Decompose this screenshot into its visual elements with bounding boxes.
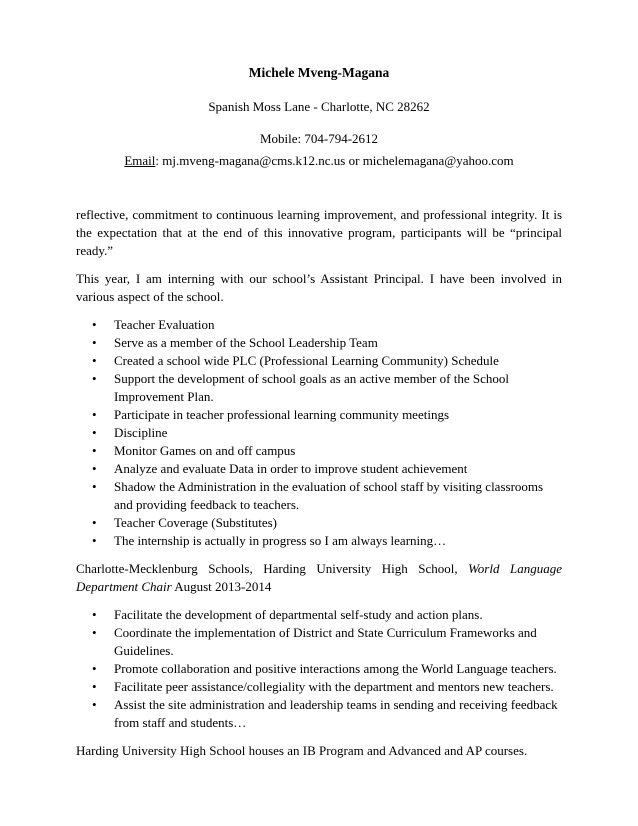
list-item: • Promote collaboration and positive interactions among the World Language teachers.	[114, 660, 562, 678]
list-item: • Teacher Coverage (Substitutes)	[114, 514, 562, 532]
list-item: • Coordinate the implementation of District and State Curriculum Frameworks and Guidelines.	[114, 624, 562, 660]
list-item: • Created a school wide PLC (Professional Learning Community) Schedule	[114, 352, 562, 370]
paragraph-internship: This year, I am interning with our school’s Assistant Principal. I have been involved in various aspect of the school.	[76, 271, 562, 304]
job-title: World Language Department Chair	[76, 561, 562, 594]
candidate-name: Michele Mveng-Magana	[248, 65, 390, 80]
list-item: • Monitor Games on and off campus	[114, 442, 562, 460]
paragraph-harding: Harding University High School houses an IB Program and Advanced and AP courses.	[76, 743, 528, 758]
list-item: • Facilitate peer assistance/collegiality with the department and mentors new teachers.	[114, 678, 562, 696]
list-item: • Analyze and evaluate Data in order to improve student achievement	[114, 460, 562, 478]
list-item: • Teacher Evaluation	[114, 316, 562, 334]
list-item: • Shadow the Administration in the evaluation of school staff by visiting classrooms and providing feedback to teachers.	[114, 478, 562, 514]
list-item: • Participate in teacher professional learning community meetings	[114, 406, 562, 424]
list-item: • Facilitate the development of departmental self-study and action plans.	[114, 606, 562, 624]
job-dates: August 2013-2014	[171, 579, 272, 594]
resume-body	[76, 206, 562, 770]
list-item: • Discipline	[114, 424, 562, 442]
list-item: • Serve as a member of the School Leadership Team	[114, 334, 562, 352]
list-item: • Support the development of school goals as an active member of the School Improvement Plan.	[114, 370, 562, 406]
list-item: • Assist the site administration and leadership teams in sending and receiving feedback from staff and students…	[114, 696, 562, 732]
email-label: Email	[124, 153, 156, 168]
email-line	[76, 153, 562, 169]
job-heading	[76, 560, 562, 596]
mobile-number: Mobile: 704-794-2612	[259, 131, 379, 146]
job-org: Charlotte-Mecklenburg Schools, Harding University High School,	[76, 561, 469, 576]
department-chair-duties-list	[76, 606, 562, 732]
email-addresses: : mj.mveng-magana@cms.k12.nc.us or michelemagana@yahoo.com	[155, 153, 514, 168]
address: Spanish Moss Lane - Charlotte, NC 28262	[208, 99, 430, 114]
internship-duties-list	[76, 316, 562, 550]
list-item: • The internship is actually in progress so I am always learning…	[114, 532, 562, 550]
paragraph-reflective: reflective, commitment to continuous learning improvement, and professional integrity. It is the expectation that at the end of this innovative program, participants will be “principal ready.”	[76, 207, 562, 258]
